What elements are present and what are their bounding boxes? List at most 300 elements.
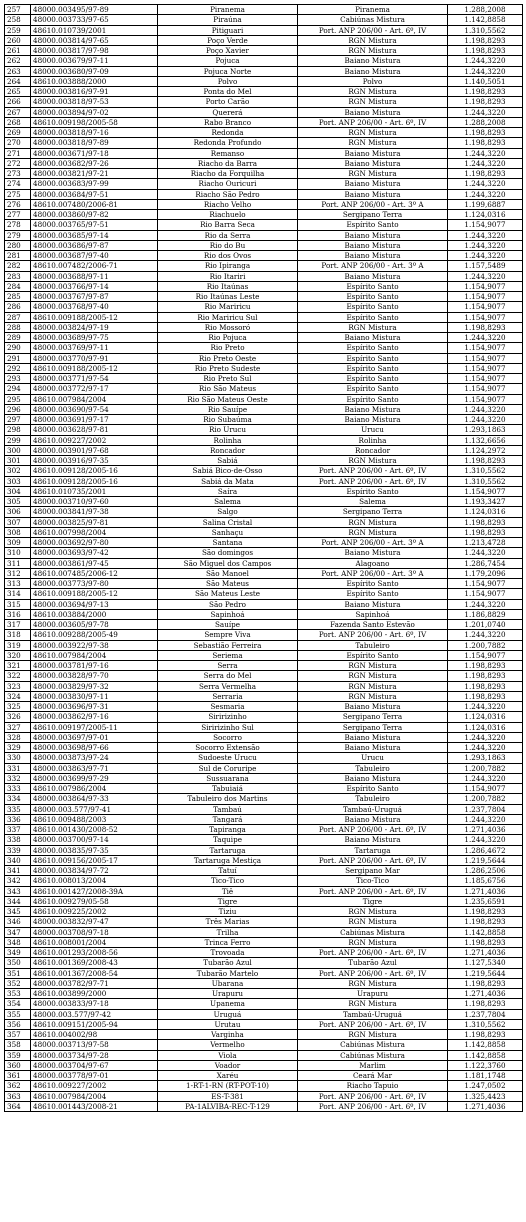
- row-number-cell: 299: [5, 435, 31, 445]
- row-number-cell: 306: [5, 507, 31, 517]
- price-value-cell: 1.198,8293: [448, 322, 523, 332]
- field-name-cell: Serraria: [158, 691, 298, 701]
- process-number-cell: 48000.003605/97-78: [31, 620, 158, 630]
- field-name-cell: Rio São Mateus Oeste: [158, 394, 298, 404]
- field-name-cell: Rio dos Ovos: [158, 251, 298, 261]
- reference-oil-cell: RGN Mistura: [298, 681, 448, 691]
- price-value-cell: 1.244,3220: [448, 702, 523, 712]
- price-value-cell: 1.310,5562: [448, 466, 523, 476]
- reference-oil-cell: Port. ANP 206/00 - Art. 3º A: [298, 199, 448, 209]
- field-name-cell: Remanso: [158, 148, 298, 158]
- table-row: [5, 1060, 523, 1070]
- price-value-cell: 1.244,3220: [448, 548, 523, 558]
- field-name-cell: Porto Carão: [158, 97, 298, 107]
- reference-oil-cell: RGN Mistura: [298, 128, 448, 138]
- table-row: [5, 261, 523, 271]
- table-row: [5, 866, 523, 876]
- price-value-cell: 1.186,8829: [448, 609, 523, 619]
- row-number-cell: 352: [5, 978, 31, 988]
- field-name-cell: Urapuru: [158, 989, 298, 999]
- row-number-cell: 324: [5, 691, 31, 701]
- row-number-cell: 280: [5, 240, 31, 250]
- row-number-cell: 276: [5, 199, 31, 209]
- table-row: [5, 353, 523, 363]
- process-number-cell: 48000.003835/97-35: [31, 845, 158, 855]
- reference-oil-cell: Piranema: [298, 5, 448, 15]
- field-name-cell: Sapinhoá: [158, 609, 298, 619]
- reference-oil-cell: Espírito Santo: [298, 486, 448, 496]
- price-value-cell: 1.244,3220: [448, 271, 523, 281]
- table-row: [5, 661, 523, 671]
- process-number-cell: 48000.003680/97-09: [31, 66, 158, 76]
- row-number-cell: 271: [5, 148, 31, 158]
- row-number-cell: 340: [5, 855, 31, 865]
- reference-oil-cell: Espírito Santo: [298, 363, 448, 373]
- reference-oil-cell: Port. ANP 206/00 - Art. 6º, IV: [298, 476, 448, 486]
- reference-oil-cell: RGN Mistura: [298, 671, 448, 681]
- reference-oil-cell: Baiano Mistura: [298, 189, 448, 199]
- price-value-cell: 1.310,5562: [448, 476, 523, 486]
- reference-oil-cell: Espírito Santo: [298, 220, 448, 230]
- table-row: [5, 281, 523, 291]
- reference-oil-cell: Tico-Tico: [298, 876, 448, 886]
- reference-oil-cell: Port. ANP 206/00 - Art. 3º A: [298, 538, 448, 548]
- process-number-cell: 48000.003708/97-18: [31, 927, 158, 937]
- process-number-cell: 48000.003861/97-45: [31, 558, 158, 568]
- row-number-cell: 284: [5, 281, 31, 291]
- process-number-cell: 48610.008013/2004: [31, 876, 158, 886]
- price-value-cell: 1.124,0316: [448, 722, 523, 732]
- row-number-cell: 287: [5, 312, 31, 322]
- price-value-cell: 1.219,5644: [448, 968, 523, 978]
- price-value-cell: 1.200,7882: [448, 763, 523, 773]
- reference-oil-cell: Baiano Mistura: [298, 333, 448, 343]
- table-row: [5, 199, 523, 209]
- process-number-cell: 48000.003834/97-72: [31, 866, 158, 876]
- row-number-cell: 319: [5, 640, 31, 650]
- process-number-cell: 48000.003682/97-26: [31, 158, 158, 168]
- field-name-cell: PA-1ALVIBA-REC-T-129: [158, 1101, 298, 1111]
- field-name-cell: Seriema: [158, 650, 298, 660]
- table-row: [5, 896, 523, 906]
- process-number-cell: 48610.007984/2004: [31, 1091, 158, 1101]
- process-number-cell: 48610.007480/2006-81: [31, 199, 158, 209]
- process-number-cell: 48610.009151/2005-94: [31, 1019, 158, 1029]
- field-name-cell: Piraúna: [158, 15, 298, 25]
- table-row: [5, 1009, 523, 1019]
- field-name-cell: Socorro Extensão: [158, 743, 298, 753]
- process-number-cell: 48000.003864/97-33: [31, 794, 158, 804]
- reference-oil-cell: Urapuru: [298, 989, 448, 999]
- table-row: [5, 886, 523, 896]
- field-name-cell: Rolinha: [158, 435, 298, 445]
- table-row: [5, 773, 523, 783]
- row-number-cell: 261: [5, 46, 31, 56]
- field-name-cell: Upanema: [158, 999, 298, 1009]
- process-number-cell: 48610.009156/2005-17: [31, 855, 158, 865]
- table-row: [5, 999, 523, 1009]
- price-value-cell: 1.310,5562: [448, 1019, 523, 1029]
- process-number-cell: 48000.003818/97-89: [31, 138, 158, 148]
- row-number-cell: 360: [5, 1060, 31, 1070]
- table-row: [5, 958, 523, 968]
- price-value-cell: 1.244,3220: [448, 415, 523, 425]
- field-name-cell: Serra do Mel: [158, 671, 298, 681]
- process-number-cell: 48000.003734/97-28: [31, 1050, 158, 1060]
- field-name-cell: Rio Mariricu: [158, 302, 298, 312]
- table-row: [5, 128, 523, 138]
- reference-oil-cell: Port. ANP 206/00 - Art. 6º, IV: [298, 886, 448, 896]
- reference-oil-cell: Baiano Mistura: [298, 148, 448, 158]
- reference-oil-cell: Ceará Mar: [298, 1071, 448, 1081]
- field-name-cell: Sabiá da Mata: [158, 476, 298, 486]
- reference-oil-cell: RGN Mistura: [298, 691, 448, 701]
- row-number-cell: 297: [5, 415, 31, 425]
- field-name-cell: Roncador: [158, 445, 298, 455]
- reference-oil-cell: Baiano Mistura: [298, 240, 448, 250]
- process-number-cell: 48000.003778/97-01: [31, 1071, 158, 1081]
- price-value-cell: 1.235,6591: [448, 896, 523, 906]
- process-number-cell: 48000.003862/97-16: [31, 712, 158, 722]
- table-row: [5, 333, 523, 343]
- price-value-cell: 1.244,3220: [448, 732, 523, 742]
- field-name-cell: Riacho São Pedro: [158, 189, 298, 199]
- table-row: [5, 927, 523, 937]
- price-value-cell: 1.154,9077: [448, 220, 523, 230]
- process-number-cell: 48610.007984/2004: [31, 394, 158, 404]
- process-number-cell: 48000.003768/97-40: [31, 302, 158, 312]
- row-number-cell: 318: [5, 630, 31, 640]
- price-value-cell: 1.154,9077: [448, 302, 523, 312]
- row-number-cell: 321: [5, 661, 31, 671]
- row-number-cell: 303: [5, 476, 31, 486]
- price-value-cell: 1.198,8293: [448, 35, 523, 45]
- process-number-cell: 48610.003884/2000: [31, 609, 158, 619]
- row-number-cell: 334: [5, 794, 31, 804]
- field-name-cell: Tartaruga Mestiça: [158, 855, 298, 865]
- price-value-cell: 1.157,5489: [448, 261, 523, 271]
- reference-oil-cell: RGN Mistura: [298, 999, 448, 1009]
- reference-oil-cell: Baiano Mistura: [298, 251, 448, 261]
- row-number-cell: 305: [5, 497, 31, 507]
- field-name-cell: Rio Ipiranga: [158, 261, 298, 271]
- table-row: [5, 302, 523, 312]
- process-number-cell: 48610.009279/05-58: [31, 896, 158, 906]
- row-number-cell: 346: [5, 917, 31, 927]
- table-row: [5, 825, 523, 835]
- reference-oil-cell: Espírito Santo: [298, 374, 448, 384]
- row-number-cell: 267: [5, 107, 31, 117]
- process-number-cell: 48000.003765/97-51: [31, 220, 158, 230]
- price-value-cell: 1.198,8293: [448, 97, 523, 107]
- row-number-cell: 279: [5, 230, 31, 240]
- process-number-cell: 48000.003841/97-38: [31, 507, 158, 517]
- reference-oil-cell: Sergipano Terra: [298, 507, 448, 517]
- price-value-cell: 1.310,5562: [448, 25, 523, 35]
- table-row: [5, 76, 523, 86]
- row-number-cell: 329: [5, 743, 31, 753]
- reference-oil-cell: RGN Mistura: [298, 1030, 448, 1040]
- field-name-cell: Sanhaçu: [158, 527, 298, 537]
- price-value-cell: 1.199,6887: [448, 199, 523, 209]
- table-row: [5, 343, 523, 353]
- price-value-cell: 1.271,4036: [448, 1101, 523, 1111]
- process-number-cell: 48610.009128/2005-16: [31, 466, 158, 476]
- field-name-cell: Riacho Velho: [158, 199, 298, 209]
- price-value-cell: 1.185,6756: [448, 876, 523, 886]
- field-name-cell: Salina Cristal: [158, 517, 298, 527]
- table-row: [5, 158, 523, 168]
- price-value-cell: 1.198,8293: [448, 456, 523, 466]
- price-value-cell: 1.198,8293: [448, 517, 523, 527]
- table-row: [5, 363, 523, 373]
- price-value-cell: 1.244,3220: [448, 189, 523, 199]
- field-name-cell: São Miguel dos Campos: [158, 558, 298, 568]
- price-value-cell: 1.154,9077: [448, 384, 523, 394]
- table-row: [5, 538, 523, 548]
- price-value-cell: 1.179,2096: [448, 568, 523, 578]
- row-number-cell: 317: [5, 620, 31, 630]
- process-number-cell: 48000.003690/97-54: [31, 404, 158, 414]
- process-number-cell: 48610.007986/2004: [31, 784, 158, 794]
- table-row: [5, 702, 523, 712]
- field-name-cell: Rio Urucu: [158, 425, 298, 435]
- row-number-cell: 285: [5, 292, 31, 302]
- field-name-cell: Riachuelo: [158, 210, 298, 220]
- reference-oil-cell: Espírito Santo: [298, 384, 448, 394]
- process-number-cell: 48000.003689/97-75: [31, 333, 158, 343]
- price-table-body: [5, 5, 523, 1112]
- field-name-cell: Sabiá Bico-de-Osso: [158, 466, 298, 476]
- row-number-cell: 301: [5, 456, 31, 466]
- field-name-cell: Tabuiaiá: [158, 784, 298, 794]
- reference-oil-cell: RGN Mistura: [298, 978, 448, 988]
- row-number-cell: 272: [5, 158, 31, 168]
- row-number-cell: 337: [5, 825, 31, 835]
- table-row: [5, 322, 523, 332]
- process-number-cell: 48000.003818/97-16: [31, 128, 158, 138]
- table-row: [5, 579, 523, 589]
- table-row: [5, 271, 523, 281]
- price-value-cell: 1.154,9077: [448, 784, 523, 794]
- reference-oil-cell: Port. ANP 206/00 - Art. 6º, IV: [298, 1019, 448, 1029]
- table-row: [5, 589, 523, 599]
- process-number-cell: 48000.003771/97-54: [31, 374, 158, 384]
- reference-oil-cell: Espírito Santo: [298, 353, 448, 363]
- process-number-cell: 48610.007482/2006-71: [31, 261, 158, 271]
- price-value-cell: 1.198,8293: [448, 46, 523, 56]
- price-value-cell: 1.244,3220: [448, 56, 523, 66]
- process-number-cell: 48000.003767/97-87: [31, 292, 158, 302]
- price-value-cell: 1.244,3220: [448, 230, 523, 240]
- field-name-cell: São Manoel: [158, 568, 298, 578]
- process-number-cell: 48000.003696/97-31: [31, 702, 158, 712]
- process-number-cell: 48610.009188/2005-12: [31, 312, 158, 322]
- table-row: [5, 87, 523, 97]
- reference-oil-cell: RGN Mistura: [298, 917, 448, 927]
- field-name-cell: Tambaú: [158, 804, 298, 814]
- reference-oil-cell: Port. ANP 206/00 - Art. 3º A: [298, 261, 448, 271]
- price-value-cell: 1.124,0316: [448, 507, 523, 517]
- row-number-cell: 310: [5, 548, 31, 558]
- reference-oil-cell: Urucu: [298, 425, 448, 435]
- table-row: [5, 445, 523, 455]
- field-name-cell: Redonda Profundo: [158, 138, 298, 148]
- field-name-cell: Saíra: [158, 486, 298, 496]
- price-value-cell: 1.198,8293: [448, 937, 523, 947]
- reference-oil-cell: Tubarão Azul: [298, 958, 448, 968]
- field-name-cell: Tatuí: [158, 866, 298, 876]
- row-number-cell: 344: [5, 896, 31, 906]
- row-number-cell: 262: [5, 56, 31, 66]
- price-value-cell: 1.198,8293: [448, 169, 523, 179]
- process-number-cell: 48610.008001/2004: [31, 937, 158, 947]
- process-number-cell: 48000.003.577/97-42: [31, 1009, 158, 1019]
- process-number-cell: 48000.003832/97-47: [31, 917, 158, 927]
- reference-oil-cell: Sergipano Terra: [298, 712, 448, 722]
- reference-oil-cell: Port. ANP 206/00 - Art. 6º, IV: [298, 630, 448, 640]
- price-value-cell: 1.198,8293: [448, 1030, 523, 1040]
- reference-oil-cell: Sapinhoá: [298, 609, 448, 619]
- field-name-cell: Rio Pojuca: [158, 333, 298, 343]
- process-number-cell: 48000.003694/97-13: [31, 599, 158, 609]
- row-number-cell: 265: [5, 87, 31, 97]
- price-value-cell: 1.213,4728: [448, 538, 523, 548]
- row-number-cell: 278: [5, 220, 31, 230]
- field-name-cell: Viola: [158, 1050, 298, 1060]
- reference-oil-cell: Port. ANP 206/00 - Art. 6º, IV: [298, 466, 448, 476]
- reference-oil-cell: Cabiúnas Mistura: [298, 1040, 448, 1050]
- process-number-cell: 48000.003824/97-19: [31, 322, 158, 332]
- price-value-cell: 1.200,7882: [448, 640, 523, 650]
- price-value-cell: 1.154,9077: [448, 353, 523, 363]
- table-row: [5, 312, 523, 322]
- reference-oil-cell: Cabiúnas Mistura: [298, 927, 448, 937]
- row-number-cell: 289: [5, 333, 31, 343]
- process-number-cell: 48000.003829/97-32: [31, 681, 158, 691]
- process-number-cell: 48610.009225/2002: [31, 907, 158, 917]
- row-number-cell: 356: [5, 1019, 31, 1029]
- table-row: [5, 292, 523, 302]
- price-value-cell: 1.244,3220: [448, 630, 523, 640]
- process-number-cell: 48000.003773/97-80: [31, 579, 158, 589]
- field-name-cell: Rio Barra Seca: [158, 220, 298, 230]
- process-number-cell: 48610.001293/2008-56: [31, 948, 158, 958]
- reference-oil-cell: Baiano Mistura: [298, 814, 448, 824]
- field-name-cell: Xaréu: [158, 1071, 298, 1081]
- field-name-cell: Salgo: [158, 507, 298, 517]
- price-value-cell: 1.132,6656: [448, 435, 523, 445]
- row-number-cell: 347: [5, 927, 31, 937]
- price-value-cell: 1.198,8293: [448, 978, 523, 988]
- reference-oil-cell: Roncador: [298, 445, 448, 455]
- table-row: [5, 609, 523, 619]
- field-name-cell: Salema: [158, 497, 298, 507]
- row-number-cell: 259: [5, 25, 31, 35]
- reference-oil-cell: Port. ANP 206/00 - Art. 6º, IV: [298, 1101, 448, 1111]
- row-number-cell: 341: [5, 866, 31, 876]
- process-number-cell: 48000.003817/97-98: [31, 46, 158, 56]
- field-name-cell: Sempre Viva: [158, 630, 298, 640]
- field-name-cell: Pojuca Norte: [158, 66, 298, 76]
- process-number-cell: 48610.007485/2006-12: [31, 568, 158, 578]
- process-number-cell: 48610.009128/2005-16: [31, 476, 158, 486]
- process-number-cell: 48000.003782/97-71: [31, 978, 158, 988]
- table-row: [5, 169, 523, 179]
- process-number-cell: 48000.003770/97-91: [31, 353, 158, 363]
- row-number-cell: 258: [5, 15, 31, 25]
- reference-oil-cell: Baiano Mistura: [298, 56, 448, 66]
- row-number-cell: 339: [5, 845, 31, 855]
- process-number-cell: 48000.003687/97-40: [31, 251, 158, 261]
- row-number-cell: 345: [5, 907, 31, 917]
- field-name-cell: Rio Mariricu Sul: [158, 312, 298, 322]
- row-number-cell: 362: [5, 1081, 31, 1091]
- table-row: [5, 794, 523, 804]
- field-name-cell: Quererá: [158, 107, 298, 117]
- reference-oil-cell: RGN Mistura: [298, 322, 448, 332]
- price-value-cell: 1.201,0740: [448, 620, 523, 630]
- process-number-cell: 48000.003873/97-24: [31, 753, 158, 763]
- table-row: [5, 415, 523, 425]
- reference-oil-cell: Port. ANP 206/00 - Art. 6º, IV: [298, 25, 448, 35]
- field-name-cell: São Mateus Leste: [158, 589, 298, 599]
- process-number-cell: 48610.009227/2002: [31, 1081, 158, 1091]
- reference-oil-cell: Sergipano Mar: [298, 866, 448, 876]
- price-value-cell: 1.219,5644: [448, 855, 523, 865]
- process-number-cell: 48610.003888/2000: [31, 76, 158, 86]
- price-value-cell: 1.200,7882: [448, 794, 523, 804]
- field-name-cell: Voador: [158, 1060, 298, 1070]
- reference-oil-cell: RGN Mistura: [298, 97, 448, 107]
- field-name-cell: Tapiranga: [158, 825, 298, 835]
- process-number-cell: 48000.003495/97-89: [31, 5, 158, 15]
- table-row: [5, 251, 523, 261]
- reference-oil-cell: Espírito Santo: [298, 394, 448, 404]
- reference-oil-cell: RGN Mistura: [298, 138, 448, 148]
- row-number-cell: 302: [5, 466, 31, 476]
- reference-oil-cell: RGN Mistura: [298, 661, 448, 671]
- price-value-cell: 1.198,8293: [448, 691, 523, 701]
- process-number-cell: 48000.003816/97-91: [31, 87, 158, 97]
- row-number-cell: 274: [5, 179, 31, 189]
- row-number-cell: 363: [5, 1091, 31, 1101]
- field-name-cell: Trinca Ferro: [158, 937, 298, 947]
- price-value-cell: 1.198,8293: [448, 661, 523, 671]
- field-name-cell: Três Marias: [158, 917, 298, 927]
- table-row: [5, 1101, 523, 1111]
- price-value-cell: 1.154,9077: [448, 292, 523, 302]
- table-row: [5, 599, 523, 609]
- price-value-cell: 1.271,4036: [448, 948, 523, 958]
- price-value-cell: 1.154,9077: [448, 281, 523, 291]
- row-number-cell: 307: [5, 517, 31, 527]
- row-number-cell: 343: [5, 886, 31, 896]
- row-number-cell: 277: [5, 210, 31, 220]
- process-number-cell: 48000.003683/97-99: [31, 179, 158, 189]
- process-number-cell: 48610.003899/2000: [31, 989, 158, 999]
- row-number-cell: 264: [5, 76, 31, 86]
- table-row: [5, 835, 523, 845]
- reference-oil-cell: Port. ANP 206/00 - Art. 6º, IV: [298, 855, 448, 865]
- field-name-cell: Tartaruga: [158, 845, 298, 855]
- table-row: [5, 230, 523, 240]
- process-number-cell: 48610.009197/2005-11: [31, 722, 158, 732]
- table-row: [5, 527, 523, 537]
- reference-oil-cell: Alagoano: [298, 558, 448, 568]
- row-number-cell: 295: [5, 394, 31, 404]
- field-name-cell: Rio Subaúma: [158, 415, 298, 425]
